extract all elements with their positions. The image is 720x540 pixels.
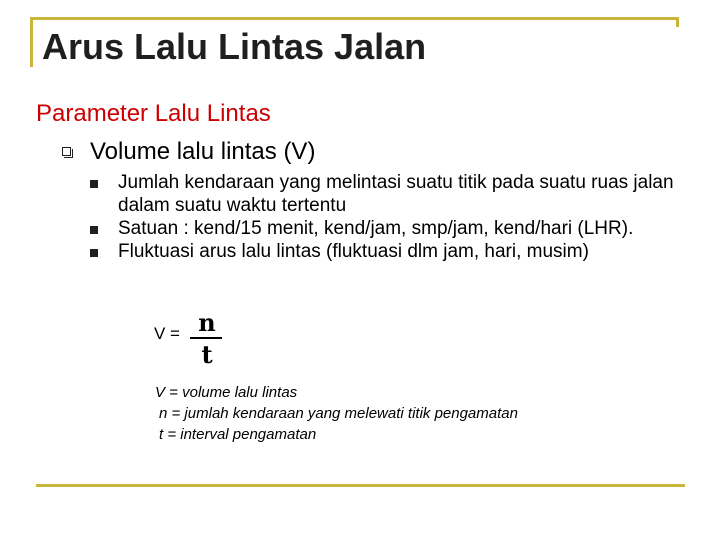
sub-item-text: Jumlah kendaraan yang melintasi suatu titik pada suatu ruas jalan dalam suatu waktu tertentu xyxy=(118,172,674,216)
title-frame-right-rule xyxy=(676,17,679,27)
legend-line: t = interval pengamatan xyxy=(159,426,317,443)
filled-square-bullet-icon xyxy=(90,180,98,188)
section-heading: Parameter Lalu Lintas xyxy=(36,100,271,127)
legend-line: V = volume lalu lintas xyxy=(155,384,298,401)
formula-legend xyxy=(155,382,518,445)
title-frame-top-rule xyxy=(30,17,678,20)
sub-item xyxy=(90,240,690,263)
formula-numerator: n xyxy=(198,308,216,337)
bottom-rule xyxy=(36,484,685,487)
fraction-bar xyxy=(190,337,222,339)
volume-formula xyxy=(154,308,234,368)
formula-denominator: t xyxy=(201,340,213,369)
sub-item-text: Fluktuasi arus lalu lintas (fluktuasi dlm jam, hari, musim) xyxy=(118,241,589,262)
filled-square-bullet-icon xyxy=(90,249,98,257)
sub-item xyxy=(90,171,690,217)
filled-square-bullet-icon xyxy=(90,226,98,234)
formula-lhs: V = xyxy=(154,324,180,343)
sub-item-text: Satuan : kend/15 menit, kend/jam, smp/jam, kend/hari (LHR). xyxy=(118,218,634,239)
legend-line: n = jumlah kendaraan yang melewati titik pengamatan xyxy=(159,405,518,422)
hollow-square-bullet-icon xyxy=(62,147,71,156)
slide-title: Arus Lalu Lintas Jalan xyxy=(42,26,427,67)
sub-item-list xyxy=(90,171,690,263)
level1-item-label: Volume lalu lintas (V) xyxy=(90,138,316,165)
sub-item xyxy=(90,217,690,240)
title-frame-left-rule xyxy=(30,17,33,67)
